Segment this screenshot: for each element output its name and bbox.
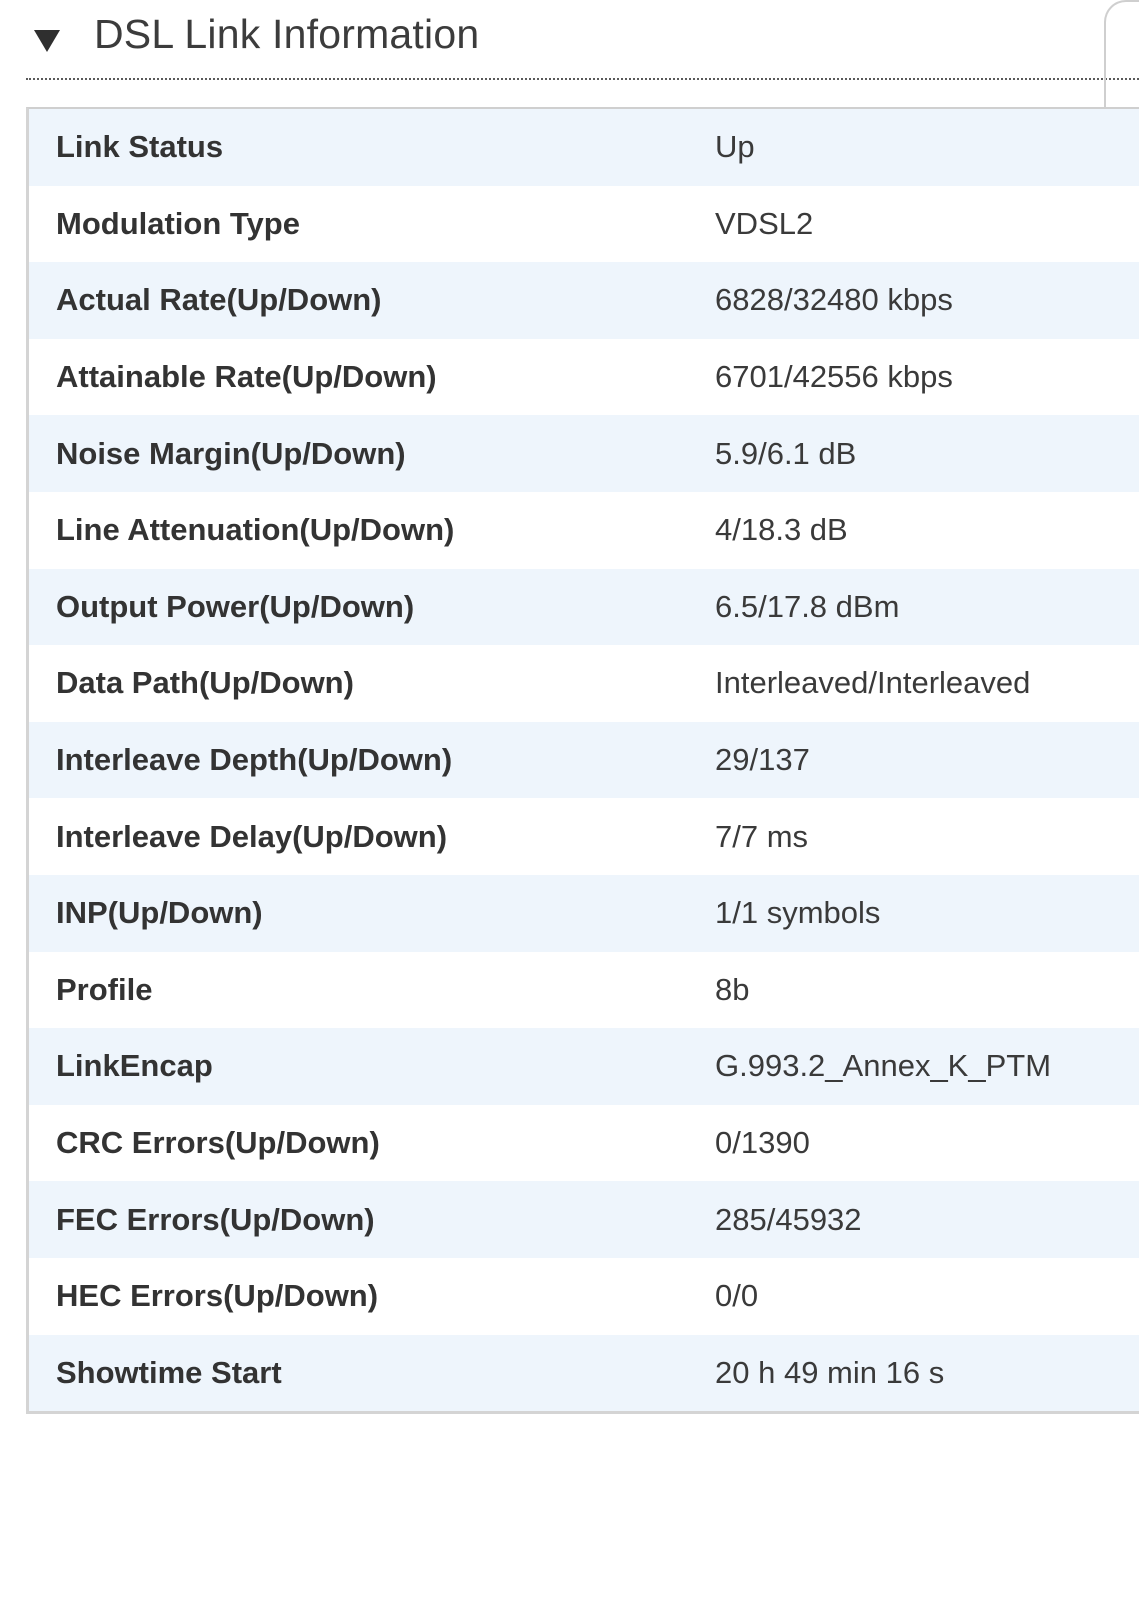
triangle-down-icon[interactable] — [34, 30, 60, 52]
row-value: 0/0 — [715, 1278, 759, 1314]
row-value: 0/1390 — [715, 1125, 810, 1161]
table-row — [29, 645, 1139, 722]
row-label: Profile — [56, 971, 153, 1007]
section-divider — [26, 78, 1139, 80]
row-value: 6701/42556 kbps — [715, 359, 953, 395]
row-value: 8b — [715, 971, 750, 1007]
row-label: Modulation Type — [56, 205, 300, 241]
row-label: Showtime Start — [56, 1354, 282, 1390]
row-value: 1/1 symbols — [715, 895, 881, 931]
table-row — [29, 415, 1139, 492]
row-label: FEC Errors(Up/Down) — [56, 1201, 375, 1237]
row-value: 4/18.3 dB — [715, 512, 848, 548]
section-title: DSL Link Information — [94, 11, 480, 57]
row-label: Data Path(Up/Down) — [56, 665, 354, 701]
row-label: HEC Errors(Up/Down) — [56, 1278, 379, 1314]
table-row — [29, 1105, 1139, 1182]
table-row — [29, 722, 1139, 799]
row-label: Attainable Rate(Up/Down) — [56, 359, 437, 395]
row-label: INP(Up/Down) — [56, 895, 263, 931]
row-value: Up — [715, 129, 755, 165]
table-row — [29, 1028, 1139, 1105]
row-label: Interleave Delay(Up/Down) — [56, 818, 448, 854]
row-label: LinkEncap — [56, 1048, 213, 1084]
dsl-info-table — [26, 107, 1139, 1414]
table-row — [29, 1258, 1139, 1335]
row-label: Actual Rate(Up/Down) — [56, 282, 382, 318]
row-label: CRC Errors(Up/Down) — [56, 1125, 380, 1161]
row-label: Noise Margin(Up/Down) — [56, 435, 406, 471]
row-value: 285/45932 — [715, 1201, 862, 1237]
row-label: Output Power(Up/Down) — [56, 588, 415, 624]
row-label: Line Attenuation(Up/Down) — [56, 512, 455, 548]
table-row — [29, 1181, 1139, 1258]
row-value: G.993.2_Annex_K_PTM — [715, 1048, 1052, 1084]
table-row — [29, 569, 1139, 646]
table-row — [29, 186, 1139, 263]
row-label: Link Status — [56, 129, 224, 165]
table-row — [29, 952, 1139, 1029]
row-value: 6.5/17.8 dBm — [715, 588, 900, 624]
row-value: 20 h 49 min 16 s — [715, 1354, 945, 1390]
row-value: 6828/32480 kbps — [715, 282, 953, 318]
row-value: 29/137 — [715, 742, 810, 778]
table-row — [29, 109, 1139, 186]
row-value: Interleaved/Interleaved — [715, 665, 1031, 701]
table-row — [29, 1335, 1139, 1412]
row-value: 7/7 ms — [715, 818, 809, 854]
table-row — [29, 875, 1139, 952]
table-row — [29, 492, 1139, 569]
table-row — [29, 339, 1139, 416]
dsl-link-info-header[interactable] — [0, 0, 1139, 80]
row-label: Interleave Depth(Up/Down) — [56, 742, 453, 778]
table-row — [29, 262, 1139, 339]
table-row — [29, 798, 1139, 875]
row-value: 5.9/6.1 dB — [715, 435, 857, 471]
row-value: VDSL2 — [715, 205, 814, 241]
